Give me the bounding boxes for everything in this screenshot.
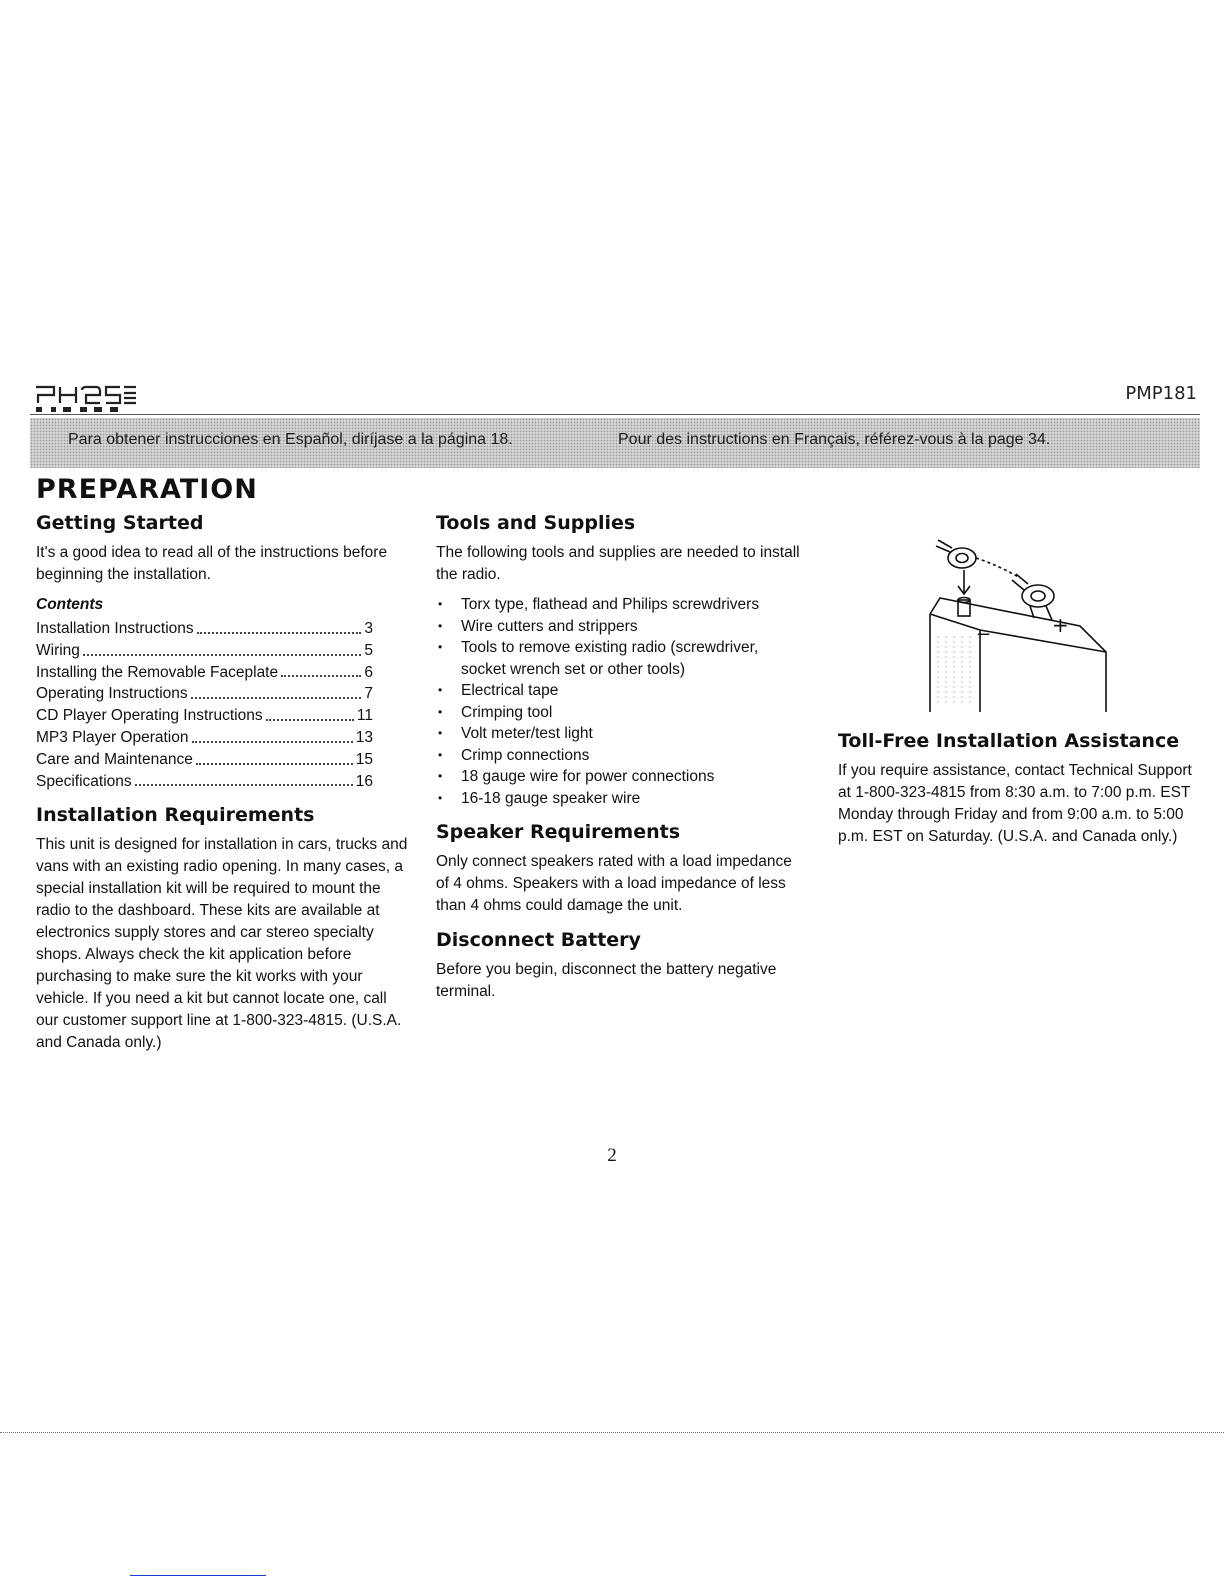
page-number: 2 [607,1145,617,1166]
speaker-requirements-heading: Speaker Requirements [436,821,681,843]
disconnect-battery-body: Before you begin, disconnect the battery negative terminal. [436,961,777,1000]
page-title: PREPARATION [36,474,258,505]
speaker-requirements-body: Only connect speakers rated with a load impedance of 4 ohms. Speakers with a load impedance of less than 4 ohms could damage the unit. [436,853,792,914]
tools-intro: The following tools and supplies are needed to install the radio. [436,544,800,583]
spanish-reference: Para obtener instrucciones en Español, diríjase a la página 18. [68,431,513,448]
list-item: • Volt meter/test light [436,723,806,745]
tools-list [436,594,806,809]
column-left [36,512,408,1054]
list-item: • Wire cutters and strippers [436,616,806,638]
contents-label: Contents [36,596,104,613]
list-item: • 16-18 gauge speaker wire [436,788,806,810]
table-of-contents [36,618,408,792]
battery-illustration [920,536,1116,714]
list-item: • Crimp connections [436,745,806,767]
list-item: • Electrical tape [436,680,806,702]
model-number: PMP181 [1125,383,1197,404]
list-item: • Crimping tool [436,702,806,724]
column-middle [436,512,806,1003]
disconnect-battery-heading: Disconnect Battery [436,929,641,951]
list-item: • Tools to remove existing radio (screwdriver, socket wrench set or other tools) [436,637,806,680]
phase-linear-logo [34,384,138,414]
toll-free-body: If you require assistance, contact Technical Support at 1-800-323-4815 from 8:30 a.m. to 7:00 p.m. EST Monday through Friday and from 9:00 a.m. to 5:00 p.m. EST on Saturday. (U.S.A. and Canada only.) [838,762,1192,845]
toc-entry: CD Player Operating Instructions 11 [36,707,373,725]
footer-divider [0,1432,1224,1433]
getting-started-intro: It's a good idea to read all of the instructions before beginning the installation. [36,544,388,583]
toc-entry: Installation Instructions 3 [36,620,373,637]
french-reference: Pour des instructions en Français, référez-vous à la page 34. [618,431,1051,448]
installation-requirements-heading: Installation Requirements [36,804,315,827]
toc-entry: Specifications 16 [36,772,373,790]
list-item: • Torx type, flathead and Philips screwdrivers [436,594,806,616]
toc-entry: Installing the Removable Faceplate 6 [36,663,373,681]
header-divider [30,414,1200,415]
installation-requirements-body: This unit is designed for installation in cars, trucks and vans with an existing radio opening. In many cases, a special installation kit will be required to mount the radio to the dashboard. These kits are available at electronics supply stores and car stereo specialty shops. Always check the kit application before purchasing to make sure the kit works with your vehicle. If you need a kit but cannot locate one, call our customer support line at 1-800-323-4815. (U.S.A. and Canada only.) [36,836,408,1052]
tools-heading: Tools and Supplies [436,512,636,534]
toc-entry: Care and Maintenance 15 [36,750,373,768]
toll-free-heading: Toll-Free Installation Assistance [838,730,1180,752]
toc-entry: MP3 Player Operation 13 [36,728,373,746]
toc-entry: Operating Instructions 7 [36,685,373,703]
getting-started-heading: Getting Started [36,512,204,534]
column-right [838,730,1204,848]
footnote-rule [130,1575,266,1576]
plus-symbol: + [1052,613,1069,637]
list-item: • 18 gauge wire for power connections [436,766,806,788]
minus-symbol: − [976,624,992,645]
toc-entry: Wiring 5 [36,641,373,659]
language-banner [30,418,1200,468]
